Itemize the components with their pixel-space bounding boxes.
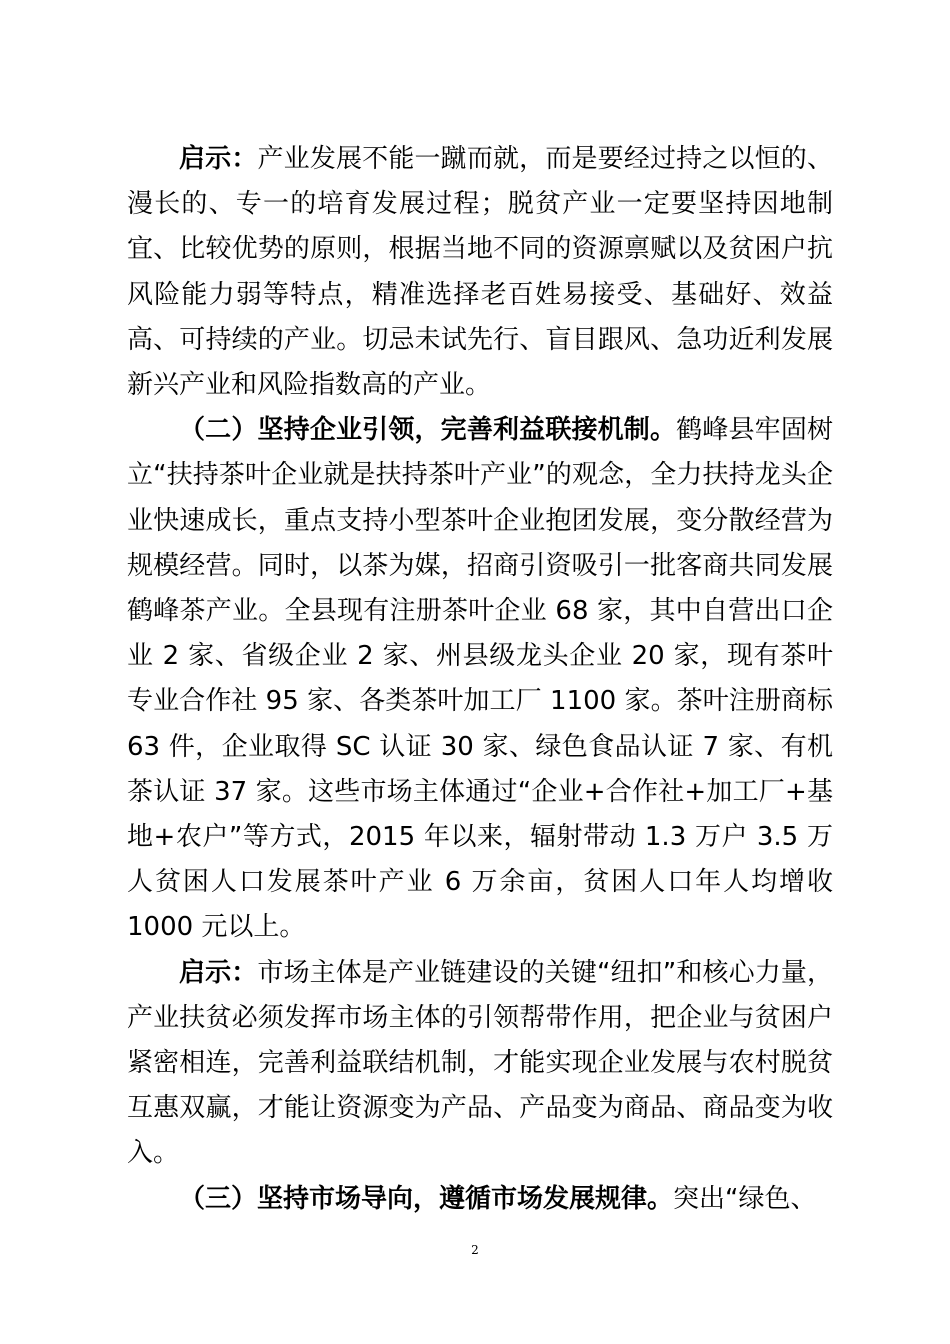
paragraph-section-2 [127,408,833,950]
paragraph-text: 鹤峰县牢固树立“扶持茶叶企业就是扶持茶叶产业”的观念，全力扶持龙头企业快速成长，重点支持小型茶叶企业抱团发展，变分散经营为规模经营。同时，以茶为媒，招商引资吸引一批客商共同发展鹤峰茶产业。全县现有注册茶叶企业 68 家，其中自营出口企业 2 家、省级企业 2 家、州县级龙头企业 20 家，现有茶叶专业合作社 95 家、各类茶叶加工厂 1100 家。茶叶注册商标 63 件，企业取得 SC 认证 30 家、绿色食品认证 7 家、有机茶认证 37 家。这些市场主体通过“企业+合作社+加工厂+基地+农户”等方式，2015 年以来，辐射带动 1.3 万户 3.5 万人贫困人口发展茶叶产业 6 万余亩，贫困人口年人均增收 1000 元以上。 [127,415,833,943]
paragraph-inspiration-2 [127,951,833,1177]
paragraph-lead: 启示： [179,144,258,174]
document-body [127,137,833,1222]
paragraph-text: 产业发展不能一蹴而就，而是要经过持之以恒的、漫长的、专一的培育发展过程；脱贫产业一定要坚持因地制宜、比较优势的原则，根据当地不同的资源禀赋以及贫困户抗风险能力弱等特点，精准选择老百姓易接受、基础好、效益高、可持续的产业。切忌未试先行、盲目跟风、急功近利发展新兴产业和风险指数高的产业。 [127,144,833,401]
page-number: 2 [471,1243,479,1257]
section-heading: （三）坚持市场导向，遵循市场发展规律。 [179,1183,674,1214]
paragraph-lead: 启示： [179,957,258,988]
paragraph-section-3 [127,1177,833,1222]
section-heading: （二）坚持企业引领，完善利益联接机制。 [179,415,677,446]
paragraph-inspiration-1 [127,137,833,408]
paragraph-text: 市场主体是产业链建设的关键“纽扣”和核心力量，产业扶贫必须发挥市场主体的引领帮带作用，把企业与贫困户紧密相连，完善利益联结机制，才能实现企业发展与农村脱贫互惠双赢，才能让资源变为产品、产品变为商品、商品变为收入。 [127,957,833,1169]
paragraph-text: 突出“绿色、 [673,1183,817,1214]
